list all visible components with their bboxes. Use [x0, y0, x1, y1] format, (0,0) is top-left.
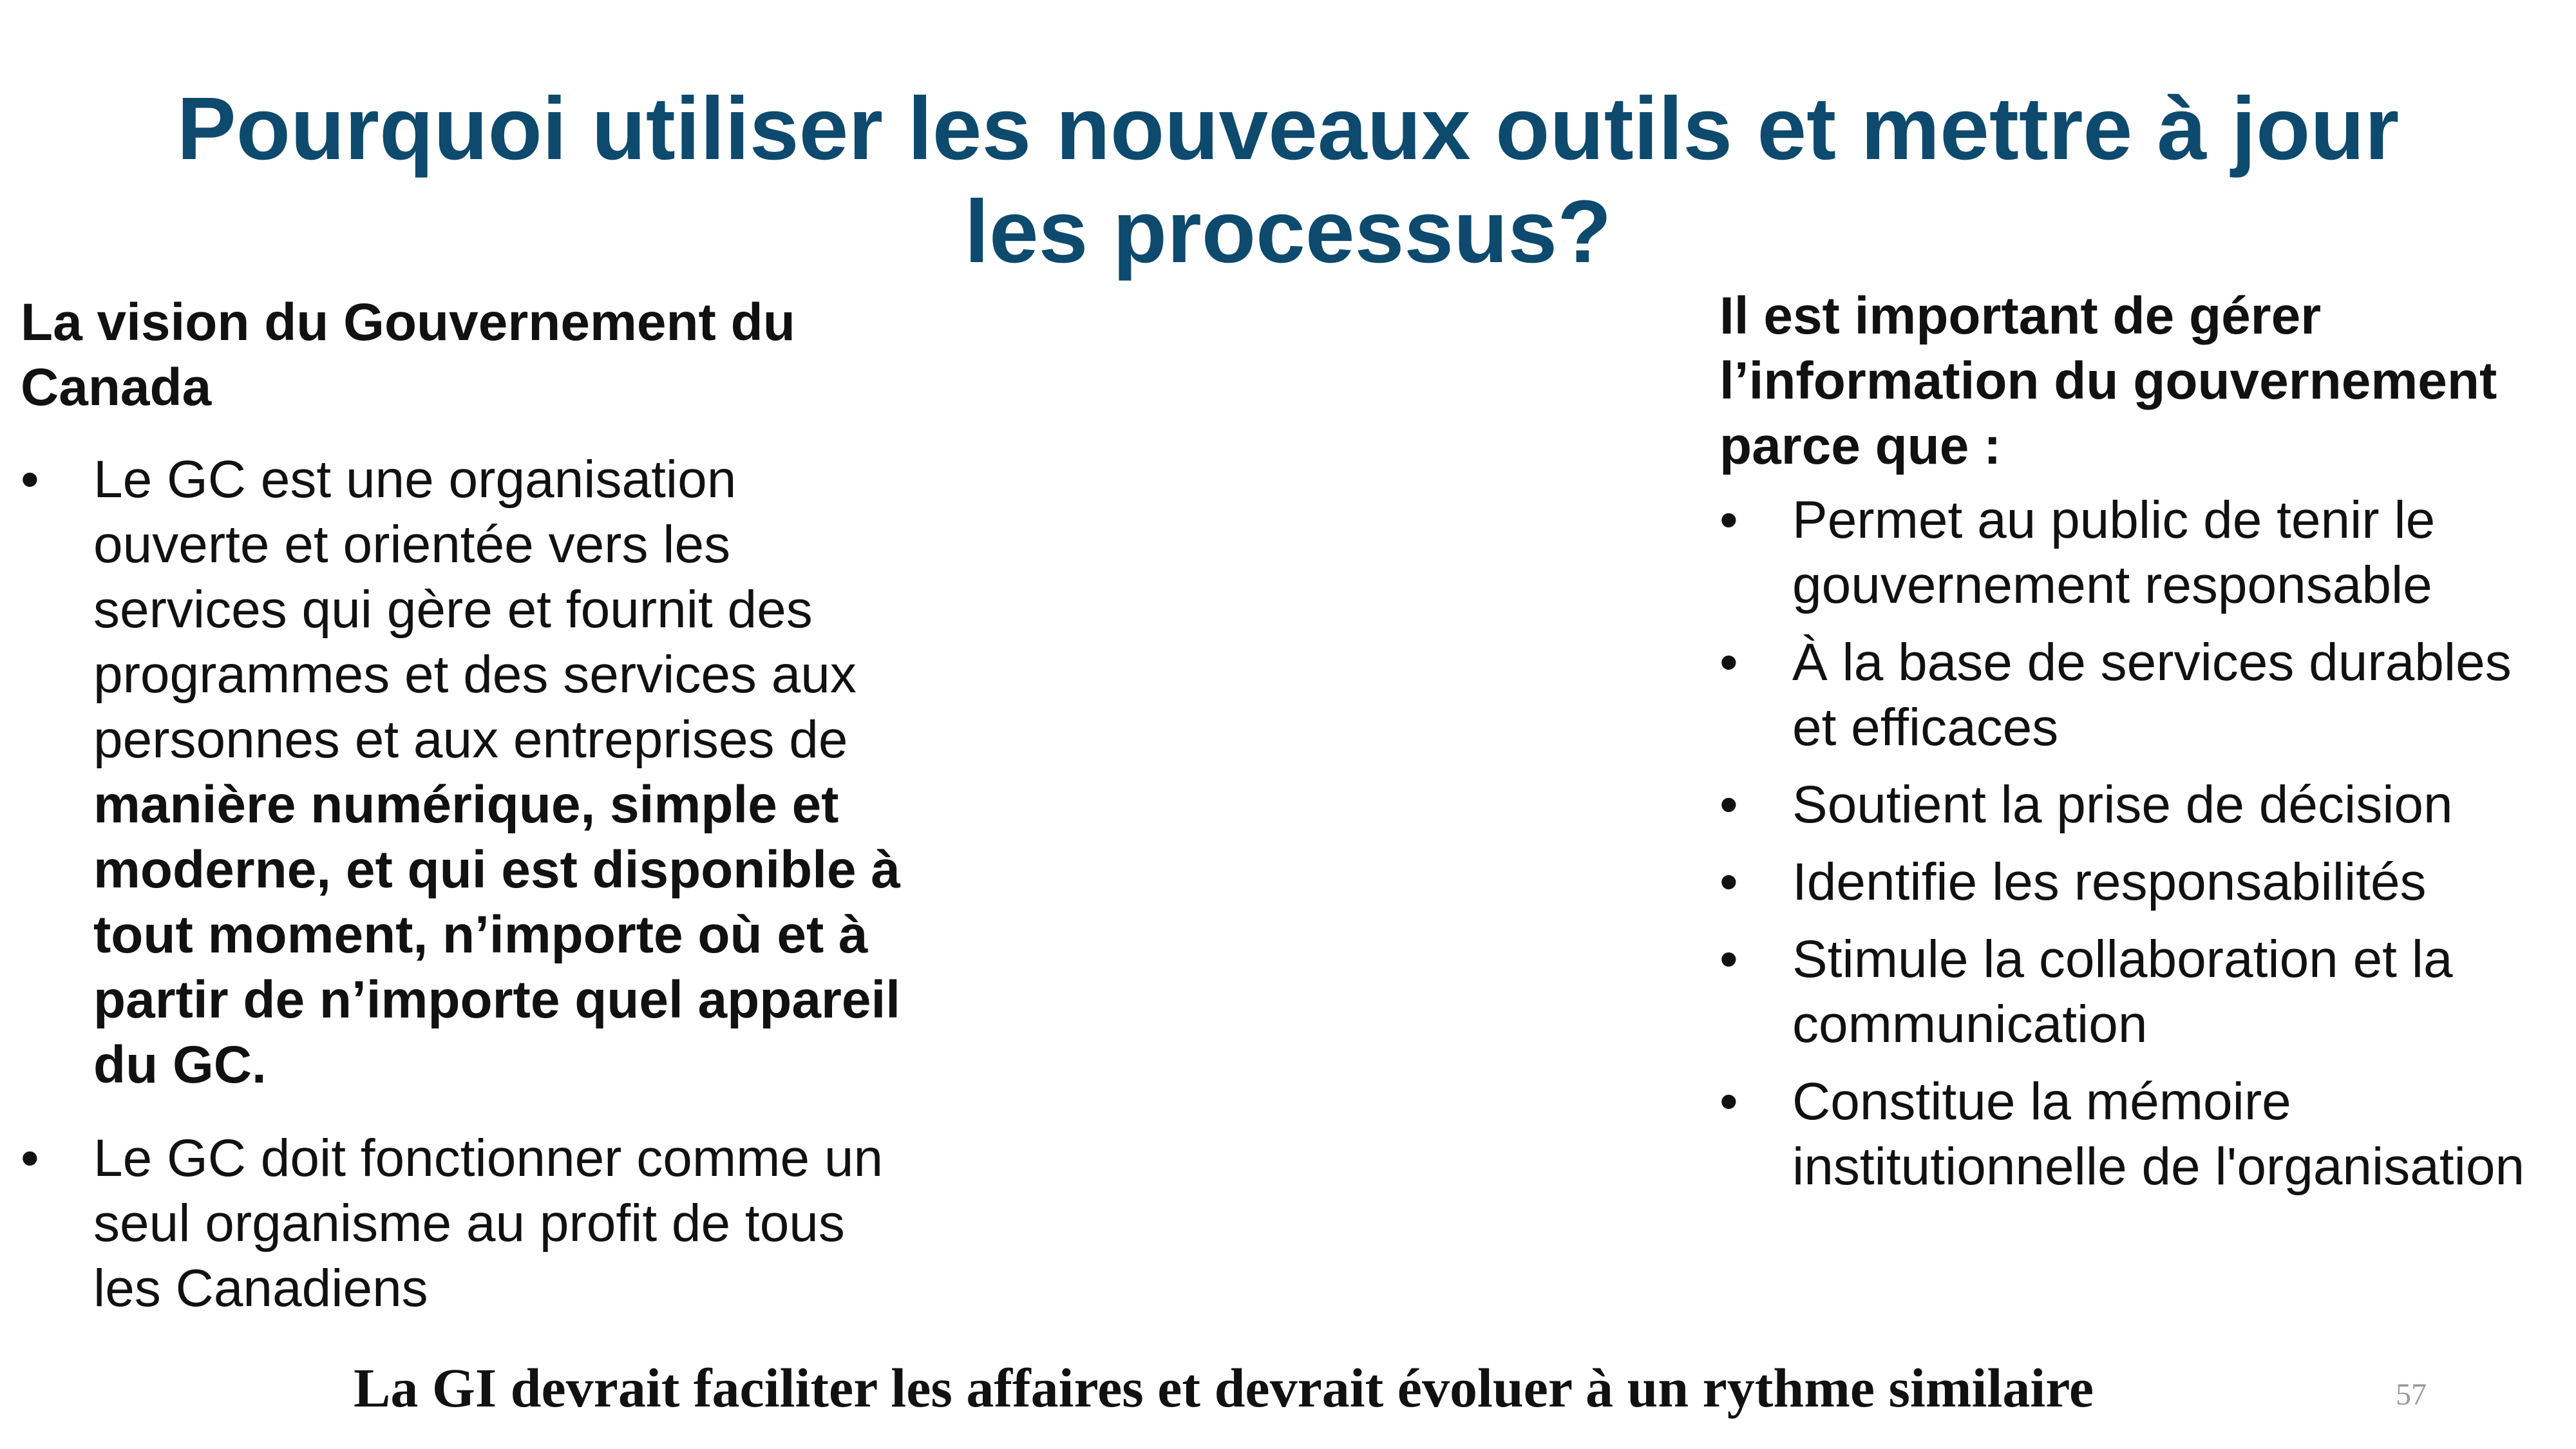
right-bullet-item — [1719, 849, 2557, 914]
right-bullet-item — [1719, 488, 2557, 618]
right-column-heading: Il est important de gérer l’information du gouvernement parce que : — [1719, 287, 2497, 475]
left-column-heading: La vision du Gouvernement du Canada — [21, 293, 795, 417]
left-bullet-item — [21, 447, 909, 1097]
right-bullet-list — [1719, 488, 2557, 1199]
bullet-icon: • — [1719, 930, 1738, 989]
footer-statement: La GI devrait faciliter les affaires et devrait évoluer à un rythme similaire — [353, 1357, 2094, 1419]
bullet-icon: • — [1719, 853, 1738, 911]
bullet-text: Identifie les responsabilités — [1792, 853, 2427, 911]
bullet-text: Permet au public de tenir le gouvernement responsable — [1792, 491, 2436, 614]
left-bullet-list — [21, 447, 909, 1321]
bullet-icon: • — [1719, 1072, 1738, 1131]
bullet-text: Le GC est une organisation ouverte et orientée vers les services qui gère et fournit des programmes et des services aux personnes et aux entreprises de — [93, 450, 857, 769]
bullet-icon: • — [1719, 633, 1738, 692]
right-bullet-item — [1719, 772, 2557, 837]
bullet-icon: • — [21, 1129, 39, 1188]
right-bullet-item — [1719, 927, 2557, 1057]
left-column — [21, 290, 909, 1321]
bullet-text: Le GC doit fonctionner comme un seul organisme au profit de tous les Canadiens — [93, 1129, 884, 1318]
bullet-text: Stimule la collaboration et la communication — [1792, 930, 2453, 1054]
right-bullet-item — [1719, 630, 2557, 760]
bullet-text: Constitue la mémoire institutionnelle de l'organisation — [1792, 1072, 2525, 1196]
right-column — [1719, 283, 2557, 1199]
bullet-text: Soutient la prise de décision — [1792, 775, 2453, 834]
bullet-icon: • — [1719, 775, 1738, 834]
left-bullet-item — [21, 1126, 909, 1321]
page-number: 57 — [2396, 1378, 2427, 1412]
right-bullet-item — [1719, 1069, 2557, 1199]
bullet-bold-text: manière numérique, simple et moderne, et qui est disponible à tout moment, n’importe où et à partir de n’importe quel appareil du GC. — [93, 775, 901, 1094]
bullet-text: À la base de services durables et efficaces — [1792, 633, 2512, 757]
slide-title: Pourquoi utiliser les nouveaux outils et mettre à jour les processus? — [176, 79, 2400, 281]
bullet-icon: • — [1719, 491, 1738, 549]
bullet-icon: • — [21, 450, 39, 509]
